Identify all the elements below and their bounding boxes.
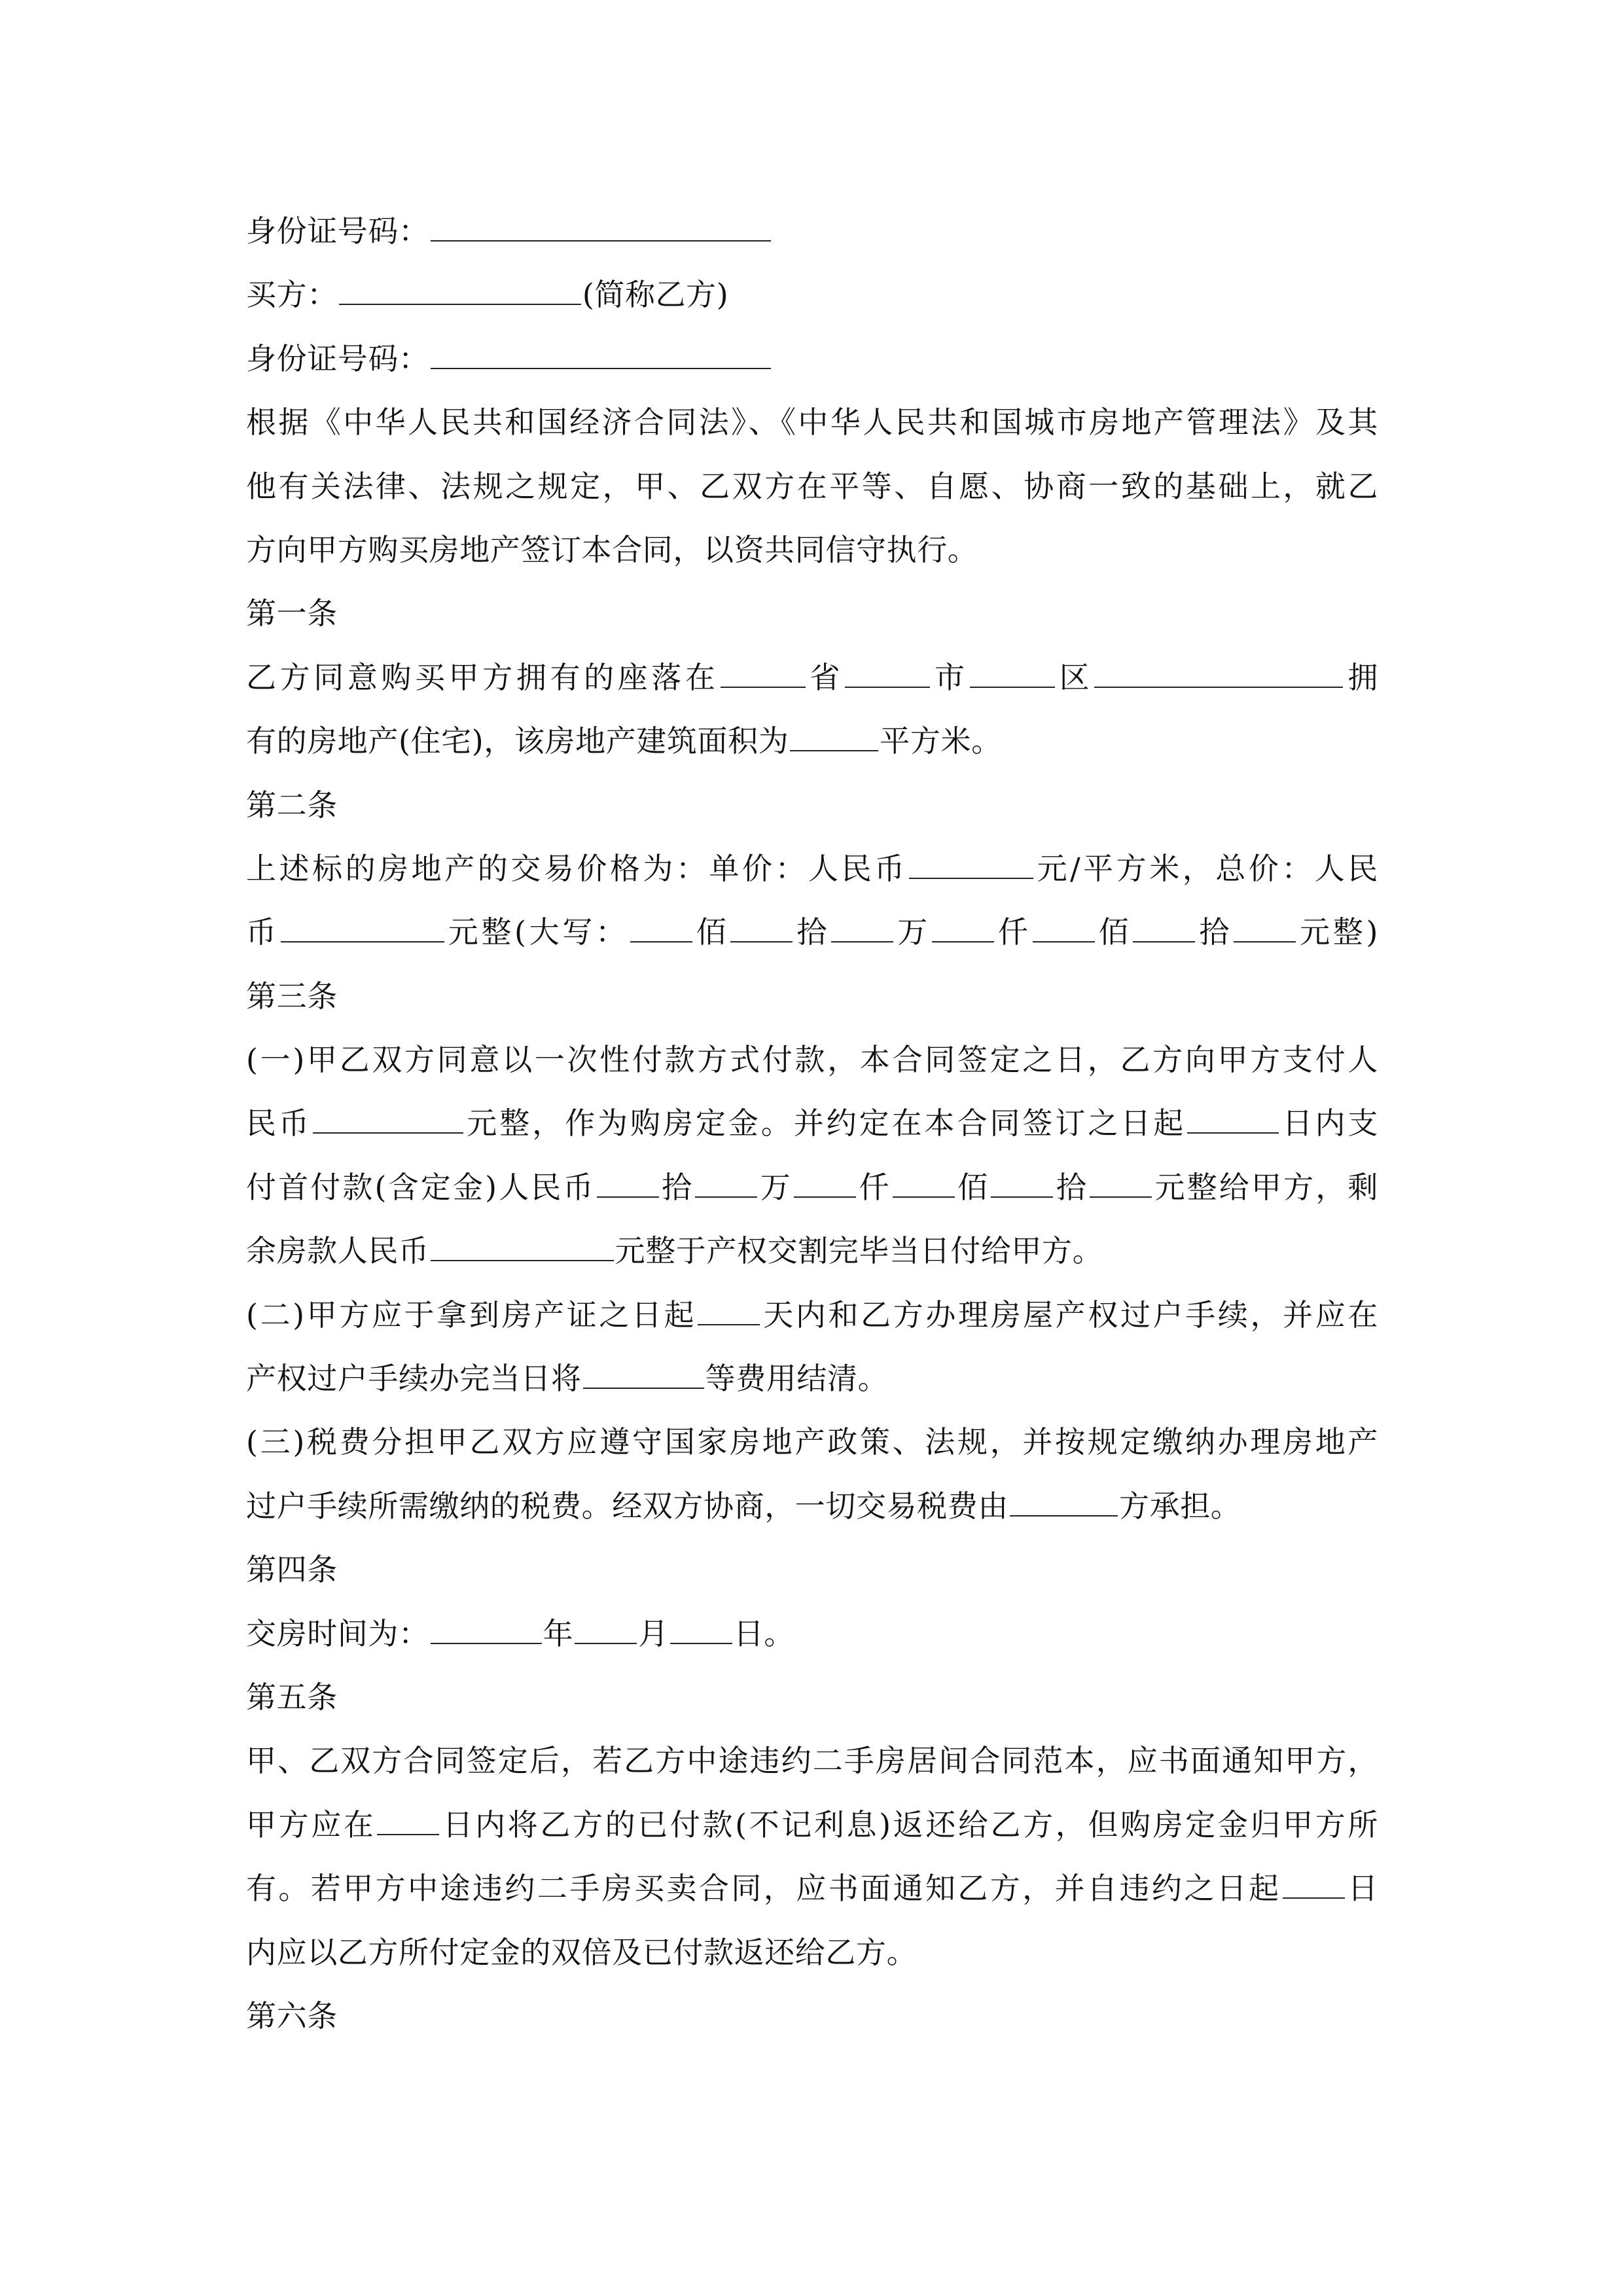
text: 月: [638, 1615, 669, 1651]
article-3-title: 第三条: [246, 978, 338, 1014]
article-3-p3-line-1: (三)税费分担甲乙双方应遵守国家房地产政策、法规，并按规定缴纳办理房地产: [246, 1424, 1378, 1460]
text: 日。: [733, 1615, 795, 1651]
article-3-p3-line-2: [246, 1475, 1378, 1538]
text: 交房时间为：: [246, 1615, 429, 1651]
text: 区: [1056, 659, 1094, 695]
text: 日内将乙方的已付款(不记利息)返还给乙方，但购房定金归甲方所: [440, 1806, 1378, 1842]
text: 日: [1346, 1871, 1378, 1907]
text: 乙方同意购买甲方拥有的座落在: [246, 659, 719, 695]
article-3-p1-line-3: [246, 1156, 1378, 1219]
amount-blank[interactable]: [597, 1164, 659, 1198]
text: 拾: [660, 1169, 694, 1205]
text: 民币: [246, 1105, 312, 1141]
article-4-title: 第四条: [246, 1552, 338, 1588]
article-6-title: 第六条: [246, 1998, 338, 2034]
days-blank[interactable]: [1283, 1865, 1345, 1899]
article-5-line-4: 内应以乙方所付定金的双倍及已付款返还给乙方。: [246, 1934, 918, 1970]
preamble-line-1: 根据《中华人民共和国经济合同法》、《中华人民共和国城市房地产管理法》及其: [246, 404, 1378, 440]
text: 币: [246, 914, 279, 950]
text: 佰: [955, 1169, 990, 1205]
text: 万: [895, 914, 931, 950]
year-blank[interactable]: [431, 1610, 542, 1644]
text: 年: [543, 1615, 574, 1651]
article-5-line-1: 甲、乙双方合同签定后，若乙方中途违约二手房居间合同范本，应书面通知甲方，: [246, 1743, 1378, 1779]
day-blank[interactable]: [670, 1610, 732, 1644]
amount-blank[interactable]: [991, 1164, 1053, 1198]
article-5-title: 第五条: [246, 1679, 338, 1715]
preamble-line-3: 方向甲方购买房地产签订本合同，以资共同信守执行。: [246, 531, 978, 567]
province-blank[interactable]: [721, 654, 806, 688]
article-5-line-2: [246, 1793, 1378, 1857]
amount-blank[interactable]: [695, 1164, 757, 1198]
amount-blank[interactable]: [893, 1164, 955, 1198]
article-3-p1-line-1: (一)甲乙双方同意以一次性付款方式付款，本合同签定之日，乙方向甲方支付人: [246, 1042, 1378, 1078]
text: 天内和乙方办理房屋产权过户手续，并应在: [761, 1297, 1378, 1333]
text: 上述标的房地产的交易价格为：单价：人民币: [246, 850, 908, 886]
buyer-alias: (简称乙方): [582, 277, 729, 313]
text: 元整给甲方，剩: [1153, 1169, 1378, 1205]
text: 有。若甲方中途违约二手房买卖合同，应书面通知乙方，并自违约之日起: [246, 1871, 1281, 1907]
amount-blank[interactable]: [831, 908, 893, 942]
preamble-line-2: 他有关法律、法规之规定，甲、乙双方在平等、自愿、协商一致的基础上，就乙: [246, 468, 1378, 504]
article-3-p2-line-1: [246, 1283, 1378, 1347]
text: 元整): [1297, 914, 1378, 950]
article-2-line-1: [246, 837, 1378, 901]
text: 有的房地产(住宅)，该房地产建筑面积为: [246, 723, 789, 759]
text: 元/平方米，总价：人民: [1034, 850, 1378, 886]
total-price-blank[interactable]: [281, 908, 444, 942]
amount-blank[interactable]: [630, 908, 692, 942]
days-blank[interactable]: [1187, 1100, 1279, 1134]
amount-blank[interactable]: [1133, 908, 1195, 942]
amount-blank[interactable]: [794, 1164, 856, 1198]
article-3-p1-line-4: [246, 1219, 1378, 1283]
text: 拥: [1344, 659, 1378, 695]
balance-blank[interactable]: [431, 1227, 614, 1261]
article-3-p1-line-2: [246, 1092, 1378, 1155]
text: 省: [806, 659, 844, 695]
buyer-name-blank[interactable]: [339, 271, 581, 305]
fees-blank[interactable]: [583, 1355, 704, 1389]
text: (二)甲方应于拿到房产证之日起: [246, 1297, 697, 1333]
buyer-id-line: [246, 327, 1378, 391]
address-blank[interactable]: [1094, 654, 1343, 688]
text: 甲方应在: [246, 1806, 376, 1842]
text: 产权过户手续办完当日将: [246, 1361, 582, 1397]
article-1-line-1: [246, 646, 1378, 709]
party-blank[interactable]: [1010, 1482, 1118, 1516]
text: 拾: [1054, 1169, 1089, 1205]
text: 方承担。: [1119, 1488, 1241, 1524]
text: 日内支: [1280, 1105, 1378, 1141]
deposit-blank[interactable]: [313, 1100, 463, 1134]
area-blank[interactable]: [790, 717, 878, 751]
text: 市: [931, 659, 969, 695]
buyer-line: [246, 263, 1378, 327]
amount-blank[interactable]: [1090, 1164, 1152, 1198]
days-blank[interactable]: [698, 1291, 760, 1325]
article-3-p2-line-2: [246, 1347, 1378, 1410]
text: 拾: [794, 914, 830, 950]
seller-id-line: [246, 200, 1378, 263]
days-blank[interactable]: [377, 1801, 439, 1835]
article-2-line-2: [246, 901, 1378, 964]
text: 仟: [857, 1169, 891, 1205]
amount-blank[interactable]: [730, 908, 793, 942]
amount-blank[interactable]: [932, 908, 994, 942]
buyer-id-label: 身份证号码：: [246, 340, 429, 376]
article-1-line-2: [246, 709, 1378, 773]
text: 万: [758, 1169, 793, 1205]
buyer-label: 买方：: [246, 277, 338, 313]
amount-blank[interactable]: [1234, 908, 1296, 942]
article-5-line-3: [246, 1857, 1378, 1920]
text: 余房款人民币: [246, 1233, 429, 1269]
text: 佰: [1096, 914, 1132, 950]
text: 元整，作为购房定金。并约定在本合同签订之日起: [464, 1105, 1186, 1141]
city-blank[interactable]: [845, 654, 930, 688]
text: 拾: [1196, 914, 1233, 950]
article-4-line-1: [246, 1602, 1378, 1666]
text: 元整(大写：: [445, 914, 629, 950]
buyer-id-blank[interactable]: [431, 335, 771, 369]
article-1-title: 第一条: [246, 596, 338, 632]
seller-id-blank[interactable]: [431, 207, 771, 242]
text: 付首付款(含定金)人民币: [246, 1169, 596, 1205]
district-blank[interactable]: [970, 654, 1055, 688]
month-blank[interactable]: [575, 1610, 637, 1644]
text: 过户手续所需缴纳的税费。经双方协商，一切交易税费由: [246, 1488, 1008, 1524]
text: 等费用结清。: [705, 1361, 889, 1397]
text: 平方米。: [880, 723, 1002, 759]
seller-id-label: 身份证号码：: [246, 213, 429, 249]
text: 元整于产权交割完毕当日付给甲方。: [615, 1233, 1103, 1269]
article-2-title: 第二条: [246, 787, 338, 823]
amount-blank[interactable]: [1033, 908, 1095, 942]
contract-body: [246, 200, 1378, 2048]
text: 佰: [693, 914, 730, 950]
text: 仟: [995, 914, 1031, 950]
unit-price-blank[interactable]: [909, 845, 1033, 879]
